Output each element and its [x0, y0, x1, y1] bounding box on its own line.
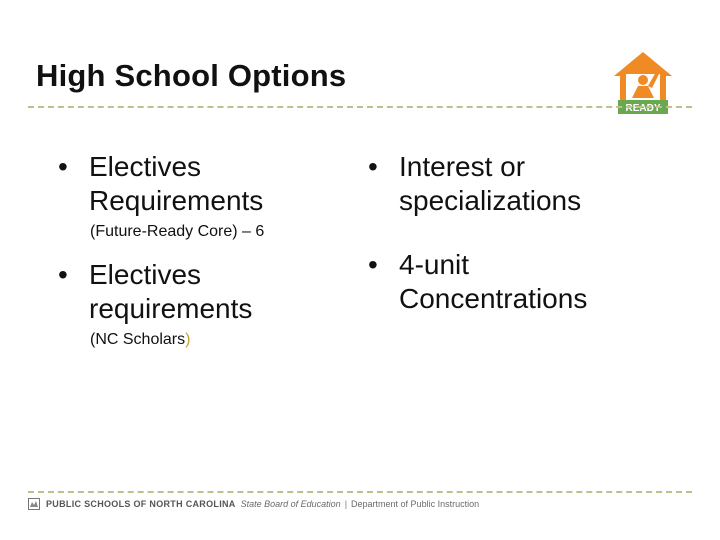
item-line: Interest or: [399, 151, 526, 182]
note-text: (NC Scholars: [90, 331, 186, 348]
list-item: [58, 150, 348, 218]
item-line: 4-unit: [399, 249, 470, 280]
item-note: (Future-Ready Core) – 6: [90, 223, 265, 240]
list-item: [368, 150, 688, 218]
footer-dept: Department of Public Instruction: [351, 499, 480, 509]
item-line: specializations: [399, 185, 582, 216]
state-emblem-icon: [28, 498, 40, 510]
right-column: [368, 150, 688, 316]
footer: [28, 498, 479, 510]
footer-org: PUBLIC SCHOOLS OF NORTH CAROLINA: [46, 499, 236, 509]
item-line: Requirements: [89, 185, 264, 216]
footer-divider: [28, 491, 692, 493]
logo-text: READY: [625, 103, 661, 114]
item-line: Electives: [89, 151, 202, 182]
header-divider: [28, 106, 692, 108]
slide-title: High School Options: [36, 58, 347, 93]
bullet-icon: •: [368, 151, 378, 182]
bullet-icon: •: [368, 249, 378, 280]
bullet-icon: •: [58, 151, 68, 182]
left-column: [58, 150, 348, 350]
item-line: Electives: [89, 259, 202, 290]
item-line: Concentrations: [399, 283, 588, 314]
footer-board: State Board of Education: [240, 499, 341, 509]
note-close-paren: ): [185, 331, 191, 348]
list-item: [368, 248, 688, 316]
bullet-icon: •: [58, 259, 68, 290]
item-note: [58, 330, 348, 350]
item-line: requirements: [89, 293, 253, 324]
list-item: [58, 258, 348, 326]
footer-separator: |: [344, 499, 348, 509]
